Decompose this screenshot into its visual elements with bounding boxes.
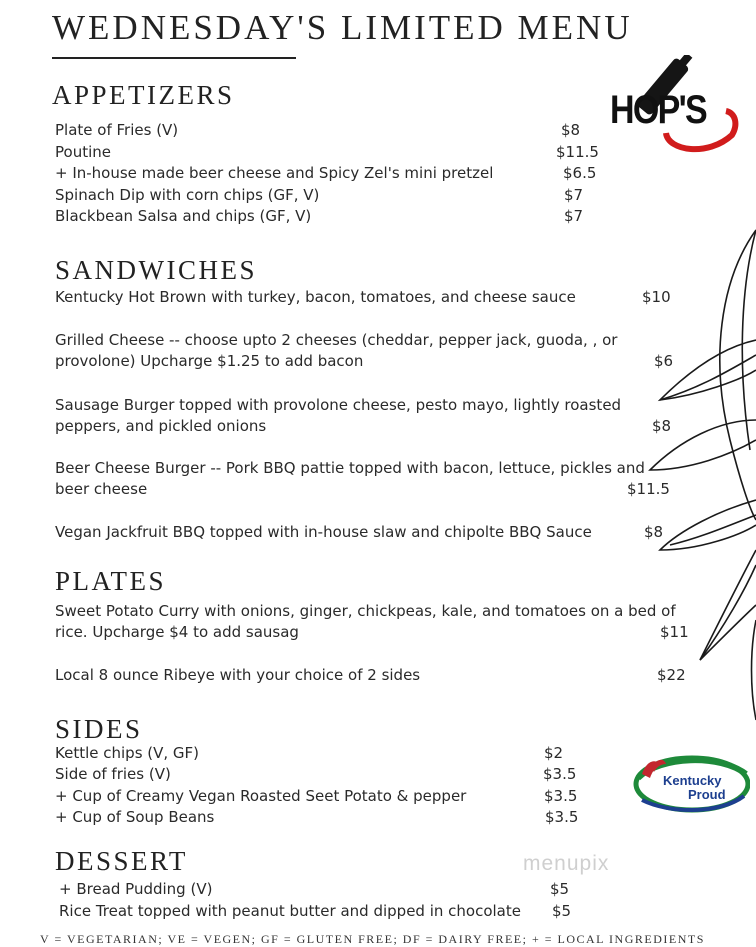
kentucky-logo-line1: Kentucky xyxy=(663,773,722,788)
menu-item-price: $8 xyxy=(652,417,672,435)
menu-item-name: Plate of Fries (V) xyxy=(55,121,179,139)
hops-logo-text: HOP'S xyxy=(610,88,706,132)
section-heading-dessert: DESSERT xyxy=(55,846,188,876)
menu-item-price: $5 xyxy=(550,880,570,898)
title-underline xyxy=(52,57,296,59)
section-heading-sandwiches: SANDWICHES xyxy=(55,255,258,285)
menu-item-name: Side of fries (V) xyxy=(55,765,171,783)
section-heading-plates: PLATES xyxy=(55,566,167,596)
page-title: WEDNESDAY'S LIMITED MENU xyxy=(52,8,633,47)
menu-item-price: $6 xyxy=(654,352,674,370)
menu-item-price: $11.5 xyxy=(556,143,599,161)
menu-item-price: $5 xyxy=(552,902,572,920)
menu-item-name: + Cup of Creamy Vegan Roasted Seet Potato & pepper xyxy=(55,787,467,805)
menu-item-price: $2 xyxy=(544,744,564,762)
dietary-legend: V = VEGETARIAN; VE = VEGEN; GF = GLUTEN FREE; DF = DAIRY FREE; + = LOCAL INGREDIENTS xyxy=(40,932,705,946)
menu-item-name: Grilled Cheese -- choose upto 2 cheeses (cheddar, pepper jack, guoda, , or provolone) Upcharge $1.25 to add bacon xyxy=(55,331,618,370)
menu-item-name: Spinach Dip with corn chips (GF, V) xyxy=(55,186,320,204)
menu-item-name: Beer Cheese Burger -- Pork BBQ pattie topped with bacon, lettuce, pickles and beer cheese xyxy=(55,459,645,498)
menu-item-price: $8 xyxy=(644,523,664,541)
kentucky-logo-line2: Proud xyxy=(688,787,726,802)
section-heading-appetizers: APPETIZERS xyxy=(52,80,235,110)
menu-item-price: $8 xyxy=(561,121,581,139)
menu-item-name: Vegan Jackfruit BBQ topped with in-house slaw and chipolte BBQ Sauce xyxy=(55,523,592,541)
menu-item-price: $3.5 xyxy=(545,808,579,826)
menu-item-name: Sausage Burger topped with provolone cheese, pesto mayo, lightly roasted peppers, and pickled onions xyxy=(55,396,622,435)
menu-item-price: $3.5 xyxy=(544,787,578,805)
menu-item-price: $10 xyxy=(642,288,671,306)
menu-item-name: + Cup of Soup Beans xyxy=(55,808,215,826)
menu-item-price: $11.5 xyxy=(627,480,670,498)
menu-item-name: Local 8 ounce Ribeye with your choice of 2 sides xyxy=(55,666,421,684)
menu-item-name: Kettle chips (V, GF) xyxy=(55,744,200,762)
menu-item-name: + In-house made beer cheese and Spicy Zel's mini pretzel xyxy=(55,164,494,182)
menu-item-name: + Bread Pudding (V) xyxy=(59,880,213,898)
menu-item-name: Poutine xyxy=(55,143,111,161)
menu-item-name: Sweet Potato Curry with onions, ginger, chickpeas, kale, and tomatoes on a bed of rice. Upcharge $4 to add sausag xyxy=(55,602,676,641)
menu-item-name: Kentucky Hot Brown with turkey, bacon, tomatoes, and cheese sauce xyxy=(55,288,576,306)
menu-item-price: $3.5 xyxy=(543,765,577,783)
menu-item-price: $6.5 xyxy=(563,164,597,182)
menupix-watermark: menupix xyxy=(523,852,610,875)
menu-item-price: $7 xyxy=(564,207,584,225)
menu-item-price: $22 xyxy=(657,666,686,684)
menu-item-price: $11 xyxy=(660,623,689,641)
menu-item-name: Rice Treat topped with peanut butter and dipped in chocolate xyxy=(59,902,521,920)
menu-item-name: Blackbean Salsa and chips (GF, V) xyxy=(55,207,312,225)
menu-item-price: $7 xyxy=(564,186,584,204)
section-heading-sides: SIDES xyxy=(55,714,143,744)
